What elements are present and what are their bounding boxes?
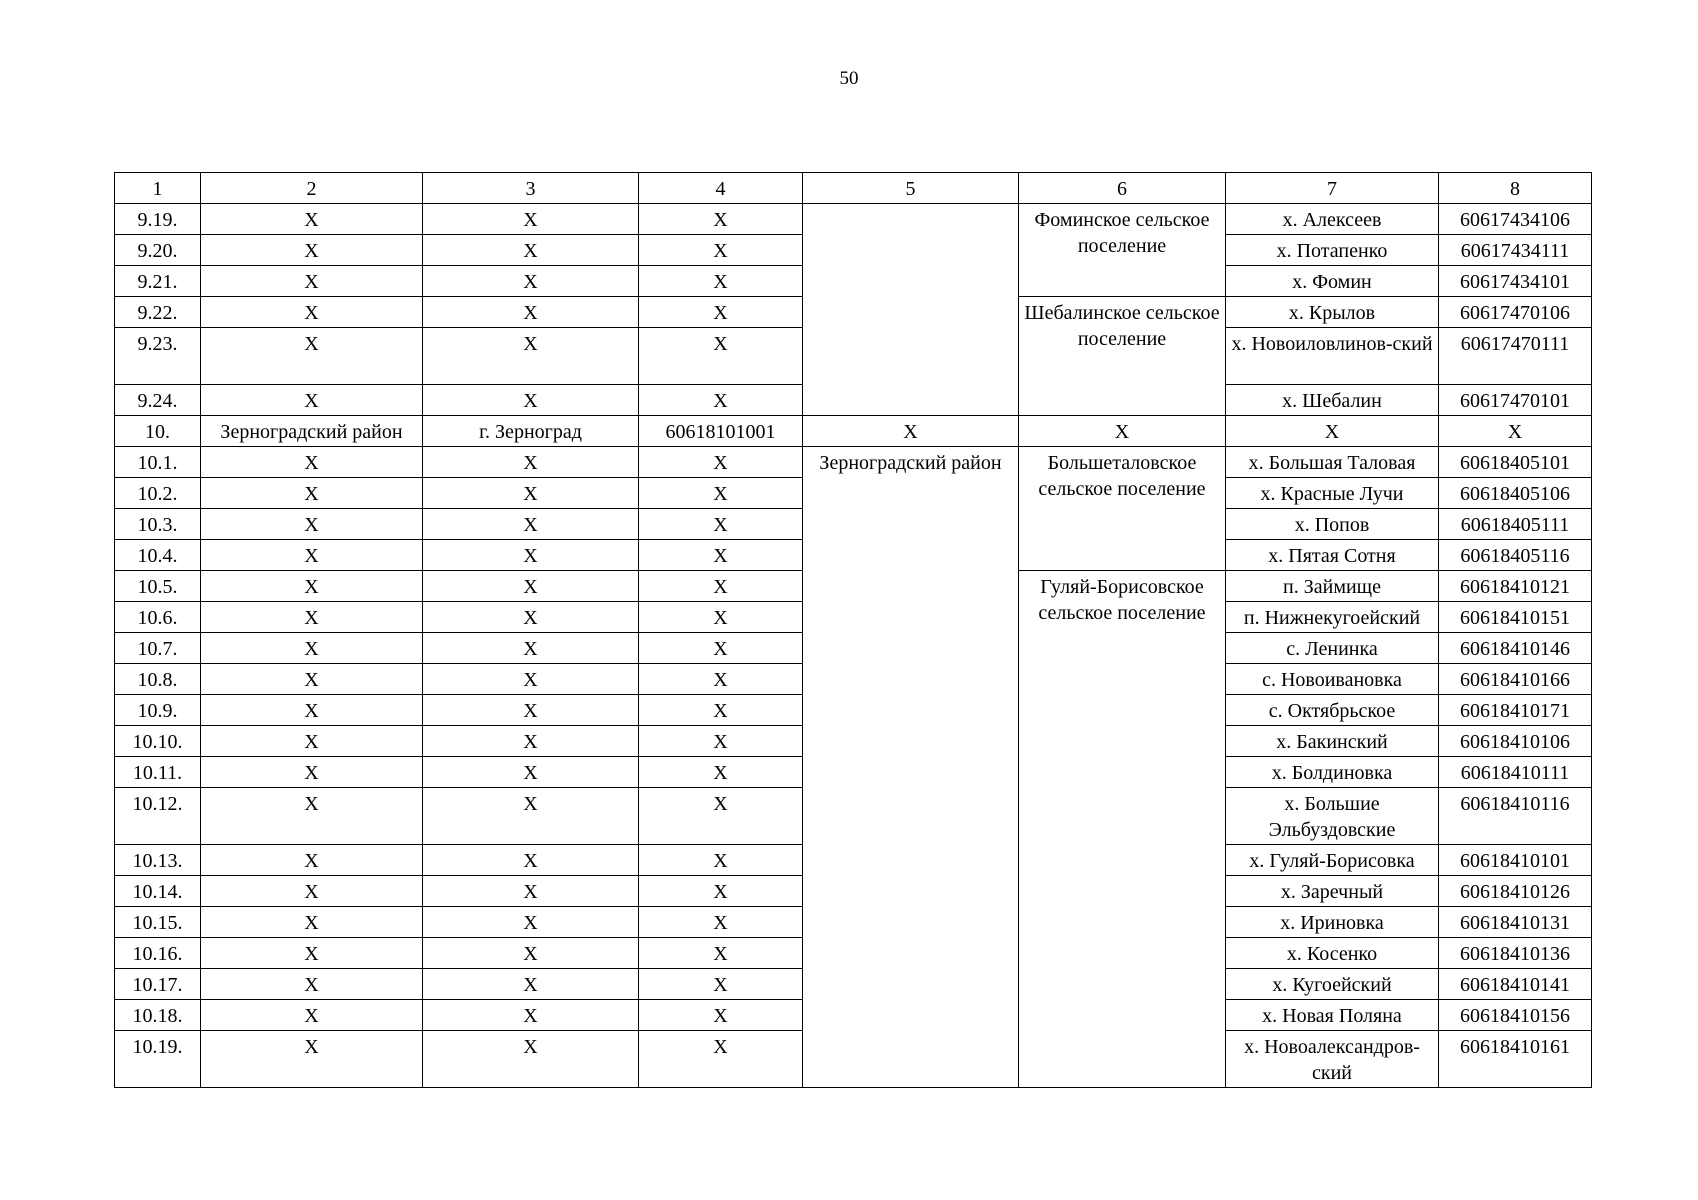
table-row [115,447,1592,478]
mark-cell: X [201,695,423,726]
mark-cell: X [423,602,639,633]
row-number: 9.22. [115,297,201,328]
mark-cell: X [423,540,639,571]
mark-cell: X [639,297,803,328]
district-cell-empty [803,204,1019,416]
row-number: 10.2. [115,478,201,509]
mark-cell: X [639,876,803,907]
mark-cell: X [423,1000,639,1031]
mark-cell: X [201,447,423,478]
row-number: 10.11. [115,757,201,788]
oktmo-code: 60617434101 [1439,266,1592,297]
row-number: 10.3. [115,509,201,540]
mark-cell: X [639,664,803,695]
mark-cell: X [639,1000,803,1031]
mark-cell: X [423,509,639,540]
mark-cell: X [639,726,803,757]
settlement-cell: Гуляй-Борисовское сельское поселение [1019,571,1226,1088]
locality-name: х. Новоиловлинов-ский [1226,328,1439,385]
column-number: 7 [1226,173,1439,204]
mark-cell: X [201,907,423,938]
row-number: 10.12. [115,788,201,845]
locality-name: х. Кугоейский [1226,969,1439,1000]
oktmo-code: 60618410166 [1439,664,1592,695]
locality-name: с. Ленинка [1226,633,1439,664]
locality-name: с. Новоивановка [1226,664,1439,695]
mark-cell: X [201,297,423,328]
locality-name: х. Ириновка [1226,907,1439,938]
oktmo-code: 60617470106 [1439,297,1592,328]
row-number: 10.6. [115,602,201,633]
mark-cell: X [201,571,423,602]
locality-name: х. Красные Лучи [1226,478,1439,509]
mark-cell: X [423,845,639,876]
mark-cell: X [201,969,423,1000]
mark-cell: X [201,266,423,297]
row-number: 10.16. [115,938,201,969]
row-number: 10.8. [115,664,201,695]
mark-cell: X [423,297,639,328]
mark-cell: X [423,757,639,788]
row-number: 10.5. [115,571,201,602]
mark-cell: X [639,478,803,509]
locality-name: х. Фомин [1226,266,1439,297]
mark-cell: X [423,876,639,907]
mark-cell: X [639,571,803,602]
mark-cell: X [201,235,423,266]
mark-cell: X [201,757,423,788]
oktmo-code: 60618405111 [1439,509,1592,540]
mark-cell: X [423,726,639,757]
column-number: 4 [639,173,803,204]
locality-name: х. Потапенко [1226,235,1439,266]
mark-cell: X [423,695,639,726]
mark-cell: X [201,876,423,907]
page-number: 50 [839,68,859,89]
locality-name: х. Большая Таловая [1226,447,1439,478]
mark-cell: X [201,845,423,876]
mark-cell: X [639,788,803,845]
oktmo-code: 60618410151 [1439,602,1592,633]
mark-cell: X [201,478,423,509]
row-number: 10. [115,416,201,447]
mark-cell: X [1439,416,1592,447]
mark-cell: X [423,447,639,478]
mark-cell: X [639,447,803,478]
district-cell: Зерноградский район [803,447,1019,1088]
column-number: 6 [1019,173,1226,204]
mark-cell: X [423,907,639,938]
mark-cell: X [423,478,639,509]
row-number: 10.15. [115,907,201,938]
mark-cell: X [639,757,803,788]
oktmo-code: 60618410106 [1439,726,1592,757]
locality-name: х. Шебалин [1226,385,1439,416]
oktmo-code: 60617470101 [1439,385,1592,416]
locality-name: х. Крылов [1226,297,1439,328]
mark-cell: X [1019,416,1226,447]
oktmo-code: 60617434106 [1439,204,1592,235]
oktmo-code: 60618405116 [1439,540,1592,571]
district-center: г. Зерноград [423,416,639,447]
mark-cell: X [423,328,639,385]
mark-cell: X [639,1031,803,1088]
mark-cell: X [423,571,639,602]
oktmo-code: 60618410111 [1439,757,1592,788]
row-number: 10.19. [115,1031,201,1088]
row-number: 9.21. [115,266,201,297]
mark-cell: X [639,509,803,540]
oktmo-code: 60618410161 [1439,1031,1592,1088]
settlements-table [114,172,1592,1088]
mark-cell: X [639,204,803,235]
column-number: 3 [423,173,639,204]
locality-name: с. Октябрьское [1226,695,1439,726]
row-number: 9.24. [115,385,201,416]
mark-cell: X [1226,416,1439,447]
column-number: 1 [115,173,201,204]
mark-cell: X [639,938,803,969]
mark-cell: X [201,664,423,695]
oktmo-code: 60618410121 [1439,571,1592,602]
row-number: 10.7. [115,633,201,664]
mark-cell: X [201,788,423,845]
oktmo-code: 60618410156 [1439,1000,1592,1031]
oktmo-code: 60618101001 [639,416,803,447]
mark-cell: X [423,266,639,297]
locality-name: х. Заречный [1226,876,1439,907]
mark-cell: X [201,328,423,385]
mark-cell: X [639,695,803,726]
mark-cell: X [423,235,639,266]
oktmo-code: 60617470111 [1439,328,1592,385]
mark-cell: X [423,204,639,235]
row-number: 10.17. [115,969,201,1000]
row-number: 10.18. [115,1000,201,1031]
locality-name: х. Алексеев [1226,204,1439,235]
row-number: 10.10. [115,726,201,757]
mark-cell: X [201,1000,423,1031]
locality-name: х. Новоалександров-ский [1226,1031,1439,1088]
locality-name: х. Бакинский [1226,726,1439,757]
oktmo-code: 60618410141 [1439,969,1592,1000]
settlement-cell: Шебалинское сельское поселение [1019,297,1226,416]
oktmo-code: 60618405101 [1439,447,1592,478]
mark-cell: X [639,969,803,1000]
oktmo-code: 60618405106 [1439,478,1592,509]
row-number: 10.13. [115,845,201,876]
table-row [115,204,1592,235]
mark-cell: X [201,540,423,571]
mark-cell: X [201,1031,423,1088]
locality-name: п. Нижнекугоейский [1226,602,1439,633]
mark-cell: X [423,664,639,695]
row-number: 10.4. [115,540,201,571]
locality-name: х. Новая Поляна [1226,1000,1439,1031]
mark-cell: X [201,204,423,235]
mark-cell: X [639,266,803,297]
oktmo-code: 60618410131 [1439,907,1592,938]
locality-name: п. Займище [1226,571,1439,602]
locality-name: х. Попов [1226,509,1439,540]
column-number: 8 [1439,173,1592,204]
row-number: 9.20. [115,235,201,266]
mark-cell: X [639,845,803,876]
mark-cell: X [423,385,639,416]
oktmo-code: 60618410101 [1439,845,1592,876]
mark-cell: X [201,509,423,540]
settlement-cell: Фоминское сельское поселение [1019,204,1226,297]
mark-cell: X [423,1031,639,1088]
mark-cell: X [201,602,423,633]
mark-cell: X [639,602,803,633]
mark-cell: X [201,633,423,664]
mark-cell: X [639,235,803,266]
oktmo-code: 60618410146 [1439,633,1592,664]
column-number: 2 [201,173,423,204]
mark-cell: X [639,328,803,385]
oktmo-code: 60618410136 [1439,938,1592,969]
row-number: 10.1. [115,447,201,478]
locality-name: х. Большие Эльбуздовские [1226,788,1439,845]
district-row [115,416,1592,447]
locality-name: х. Болдиновка [1226,757,1439,788]
mark-cell: X [639,633,803,664]
locality-name: х. Косенко [1226,938,1439,969]
mark-cell: X [803,416,1019,447]
oktmo-code: 60617434111 [1439,235,1592,266]
oktmo-code: 60618410116 [1439,788,1592,845]
mark-cell: X [423,788,639,845]
settlement-cell: Большеталовское сельское поселение [1019,447,1226,571]
mark-cell: X [201,385,423,416]
oktmo-code: 60618410126 [1439,876,1592,907]
oktmo-code: 60618410171 [1439,695,1592,726]
mark-cell: X [639,907,803,938]
row-number: 9.19. [115,204,201,235]
mark-cell: X [423,938,639,969]
row-number: 10.14. [115,876,201,907]
district-name: Зерноградский район [201,416,423,447]
mark-cell: X [423,969,639,1000]
mark-cell: X [639,540,803,571]
locality-name: х. Пятая Сотня [1226,540,1439,571]
mark-cell: X [423,633,639,664]
locality-name: х. Гуляй-Борисовка [1226,845,1439,876]
column-number-row [115,173,1592,204]
mark-cell: X [201,938,423,969]
mark-cell: X [639,385,803,416]
row-number: 10.9. [115,695,201,726]
column-number: 5 [803,173,1019,204]
mark-cell: X [201,726,423,757]
row-number: 9.23. [115,328,201,385]
